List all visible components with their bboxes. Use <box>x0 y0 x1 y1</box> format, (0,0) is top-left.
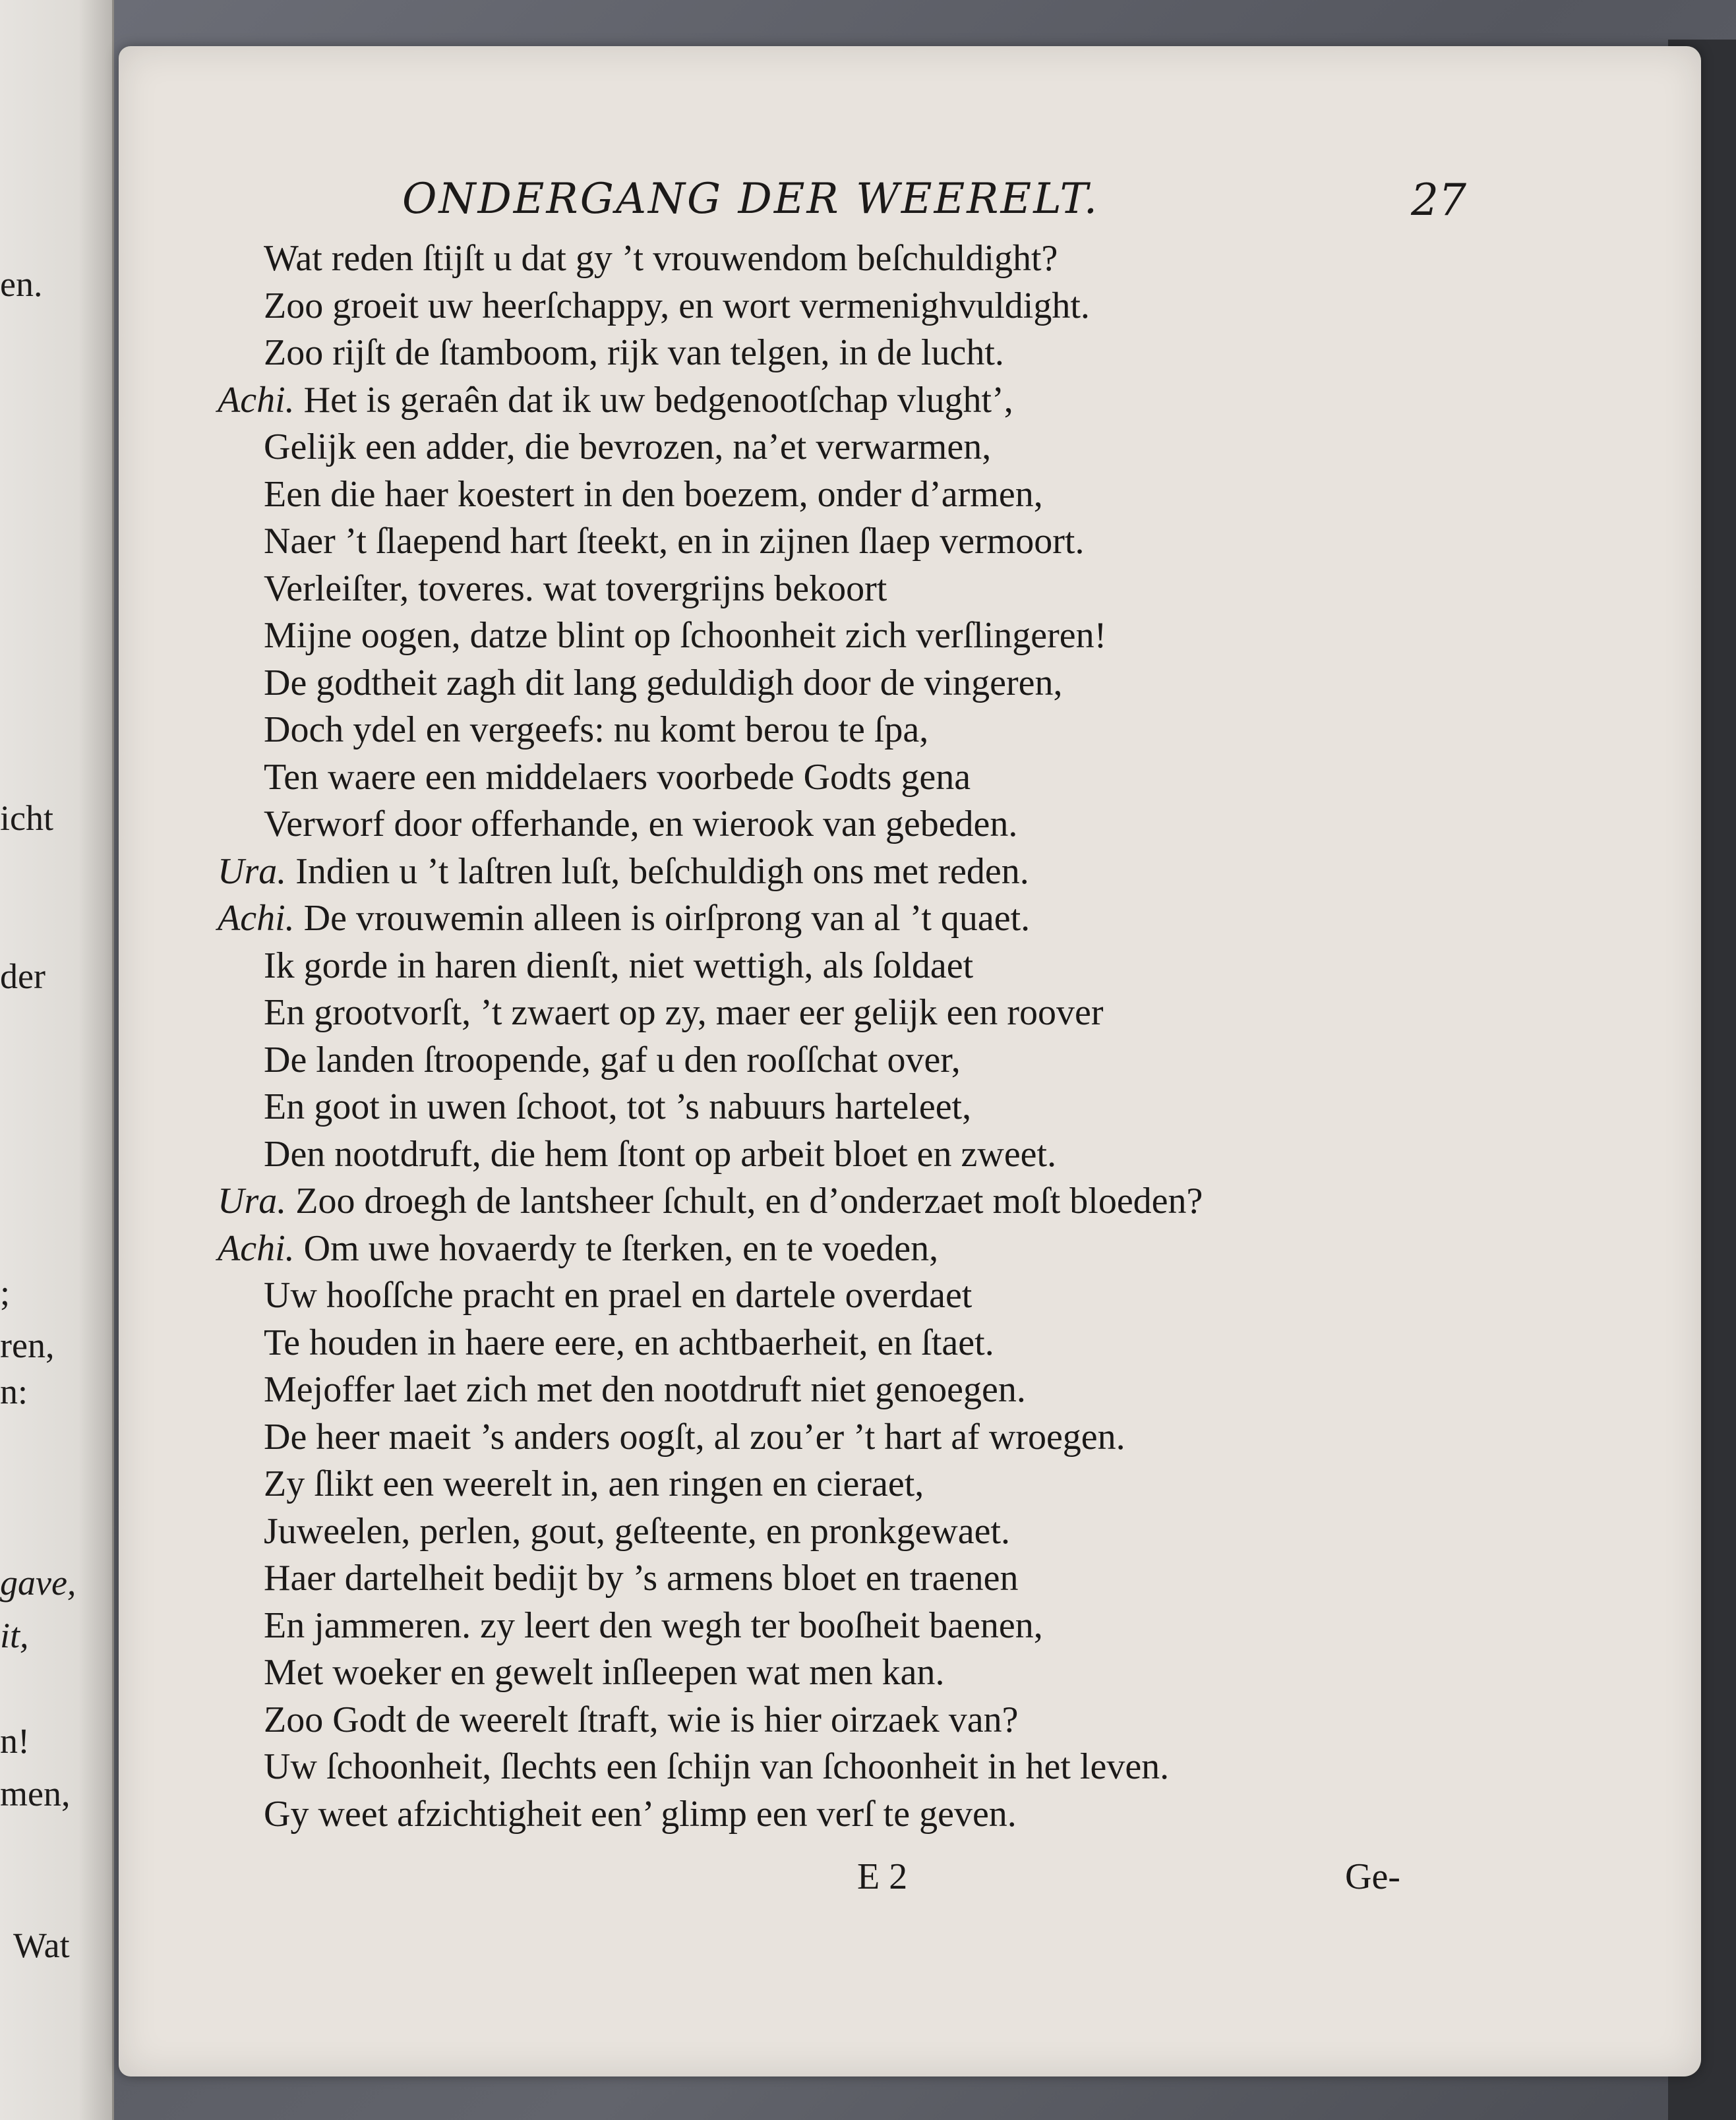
verse-line <box>264 332 1004 374</box>
verse-line-text: Het is geraên dat ik uw bedgenootſchap vlught’, <box>303 379 1013 421</box>
speaker-label: Achi. <box>218 898 295 939</box>
verse-line-text: Juweelen, perlen, gout, geſteente, en pronkgewaet. <box>264 1510 1011 1552</box>
left-page-fragment: n: <box>0 1372 28 1411</box>
verse-line-text: Verleiſter, toveres. wat tovergrijns bekoort <box>264 568 887 609</box>
speaker-label: Achi. <box>218 379 295 421</box>
verse-line-text: De vrouwemin alleen is oirſprong van al ’t quaet. <box>303 898 1031 939</box>
running-title: ONDERGANG DER WEERELT. <box>402 175 1100 223</box>
verse-line-text: En jammeren. zy leert den wegh ter booſheit baenen, <box>264 1605 1043 1646</box>
verse-line-text: Naer ’t ſlaepend hart ſteekt, en in zijnen ſlaep vermoort. <box>264 521 1085 562</box>
verse-line <box>264 945 973 987</box>
verse-line <box>264 1746 1169 1788</box>
verse-line <box>264 426 991 468</box>
verse-line <box>264 1416 1125 1458</box>
left-page-fragment: n! <box>0 1721 30 1761</box>
verse-line-text: Gelijk een adder, die bevrozen, na’et verwarmen, <box>264 427 992 467</box>
verse-line-text: Te houden in haere eere, en achtbaerheit, en ſtaet. <box>264 1322 994 1363</box>
left-page <box>0 0 114 2120</box>
left-page-fragment: icht <box>0 798 53 838</box>
verse-line <box>218 897 1030 939</box>
verse-line <box>264 1557 1018 1599</box>
left-page-fragment: Wat <box>13 1926 70 1965</box>
verse-line <box>264 1369 1026 1411</box>
left-page-fragment: der <box>0 957 45 996</box>
verse-line <box>264 756 971 798</box>
verse-line <box>264 520 1084 562</box>
left-page-fragment: men, <box>0 1774 71 1813</box>
verse-line <box>264 1463 924 1505</box>
verse-line-text: En grootvorſt, ’t zwaert op zy, maer eer gelijk een roover <box>264 992 1104 1033</box>
verse-line-text: Haer dartelheit bedijt by ’s armens bloet en traenen <box>264 1558 1019 1599</box>
verse-line-text: Indien u ’t laſtren luſt, beſchuldigh ons met reden. <box>295 850 1029 892</box>
speaker-label: Ura. <box>218 850 287 892</box>
left-page-fragment: en. <box>0 264 43 304</box>
verse-line <box>218 1180 1203 1222</box>
verse-line <box>264 1699 1018 1741</box>
verse-line-text: Verworf door offerhande, en wierook van gebeden. <box>264 804 1018 844</box>
verse-line <box>264 662 1062 704</box>
verse-line <box>264 1039 961 1081</box>
verse-line <box>218 1227 938 1270</box>
verse-line-text: Een die haer koestert in den boezem, onder d’armen, <box>264 473 1043 515</box>
page-number: 27 <box>1411 175 1466 225</box>
verse-line <box>264 473 1043 515</box>
verse-line <box>264 709 928 751</box>
verse-line <box>218 850 1029 893</box>
verse-line-text: Zoo droegh de lantsheer ſchult, en d’onderzaet moſt bloeden? <box>295 1181 1203 1222</box>
verse-line <box>264 1793 1017 1835</box>
verse-line-text: Uw hooſſche pracht en prael en dartele overdaet <box>264 1275 973 1316</box>
verse-line <box>264 991 1103 1034</box>
signature-mark: E 2 <box>857 1856 908 1897</box>
speaker-label: Ura. <box>218 1181 287 1222</box>
verse-line <box>264 1133 1056 1175</box>
verse-line-text: Doch ydel en vergeefs: nu komt berou te ſpa, <box>264 709 929 750</box>
left-page-fragment: ren, <box>0 1326 55 1365</box>
verse-line-text: De heer maeit ’s anders oogſt, al zou’er ’t hart af wroegen. <box>264 1416 1125 1458</box>
verse-line-text: En goot in uwen ſchoot, tot ’s nabuurs harteleet, <box>264 1086 972 1127</box>
verse-line-text: Ten waere een middelaers voorbede Godts gena <box>264 756 971 798</box>
left-page-fragment: it, <box>0 1616 29 1655</box>
verse-line-text: Zy ſlikt een weerelt in, aen ringen en cieraet, <box>264 1463 924 1504</box>
catchword: Ge- <box>1345 1856 1400 1897</box>
verse-line <box>264 1605 1043 1647</box>
speaker-label: Achi. <box>218 1227 295 1269</box>
verse-line <box>264 237 1058 280</box>
verse-line <box>264 285 1090 327</box>
verse-line-text: Ik gorde in haren dienſt, niet wettigh, als ſoldaet <box>264 945 974 986</box>
verse-line <box>264 1651 945 1693</box>
verse-line-text: Wat reden ſtijſt u dat gy ’t vrouwendom beſchuldight? <box>264 238 1058 279</box>
verse-line <box>264 1274 972 1316</box>
verse-line-text: Met woeker en gewelt inſleepen wat men kan. <box>264 1652 945 1693</box>
verse-line-text: De godtheit zagh dit lang geduldigh door de vingeren, <box>264 662 1063 703</box>
verse-line-text: Mijne oogen, datze blint op ſchoonheit zich verſlingeren! <box>264 615 1107 656</box>
verse-line <box>264 614 1106 657</box>
verse-line-text: Den nootdruft, die hem ſtont op arbeit bloet en zweet. <box>264 1133 1057 1175</box>
left-page-fragment: ; <box>0 1273 11 1312</box>
verse-line <box>264 1510 1010 1552</box>
verse-line-text: Om uwe hovaerdy te ſterken, en te voeden, <box>303 1227 939 1269</box>
verse-line-text: Zoo groeit uw heerſchappy, en wort vermenighvuldight. <box>264 285 1090 326</box>
verse-line-text: Gy weet afzichtigheit een’ glimp een verſ te geven. <box>264 1793 1017 1835</box>
verse-line <box>264 1086 971 1128</box>
verse-line-text: Mejoffer laet zich met den nootdruft niet genoegen. <box>264 1369 1026 1410</box>
verse-line-text: Uw ſchoonheit, ſlechts een ſchijn van ſchoonheit in het leven. <box>264 1746 1170 1787</box>
verse-line <box>264 568 887 610</box>
left-page-fragment: gave, <box>0 1563 76 1603</box>
verse-line-text: Zoo Godt de weerelt ſtraft, wie is hier oirzaek van? <box>264 1699 1019 1740</box>
verse-line-text: Zoo rijſt de ſtamboom, rijk van telgen, in de lucht. <box>264 332 1004 373</box>
verse-line <box>264 1322 994 1364</box>
verse-line-text: De landen ſtroopende, gaf u den rooſſchat over, <box>264 1039 961 1080</box>
verse-line <box>264 803 1017 845</box>
verse-line <box>218 379 1013 421</box>
